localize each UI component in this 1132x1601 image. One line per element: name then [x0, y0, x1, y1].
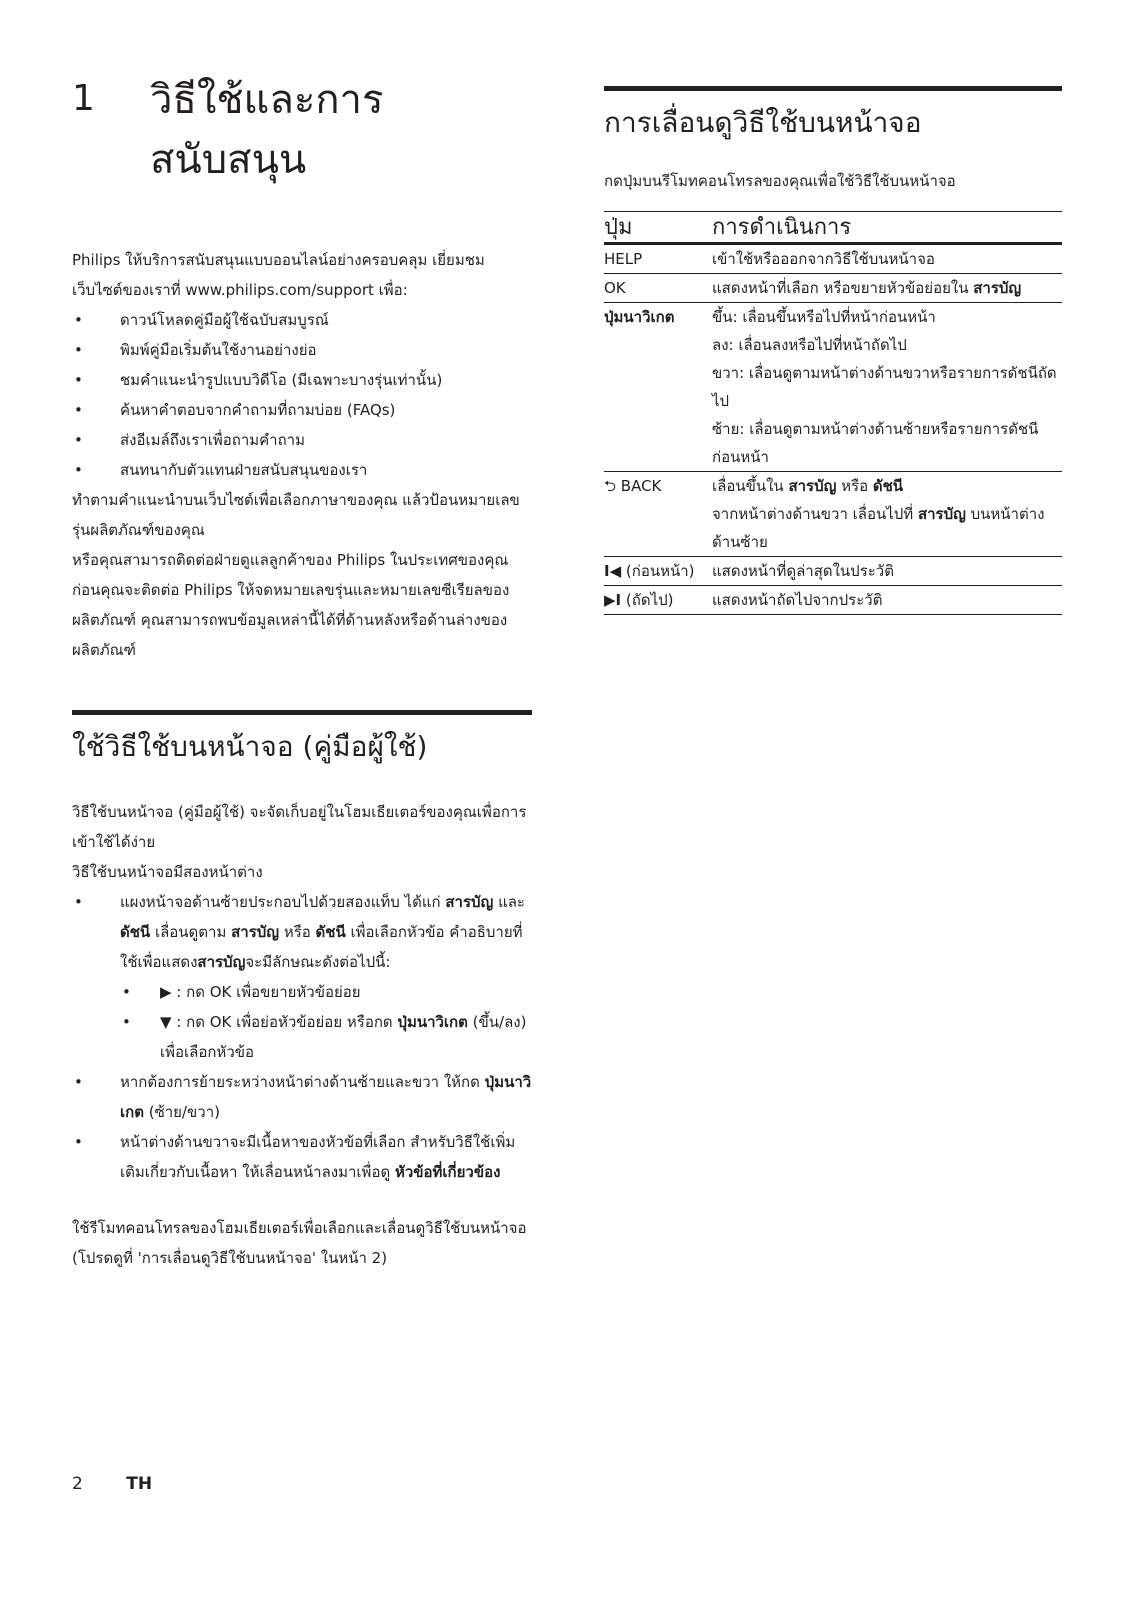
manual-list	[72, 887, 532, 1187]
list-item: • ส่งอีเมล์ถึงเราเพื่อถามคำถาม	[72, 425, 532, 455]
next-icon: ▶I	[604, 591, 622, 609]
list-item: • หน้าต่างด้านขวาจะมีเนื้อหาของหัวข้อที่เลือก สำหรับวิธีใช้เพิ่มเติมเกี่ยวกับเนื้อหา ให้เลื่อนหน้าลงมาเพื่อดู หัวข้อที่เกี่ยวข้อง	[72, 1127, 532, 1187]
section-title: ใช้วิธีใช้บนหน้าจอ (คู่มือผู้ใช้)	[72, 730, 428, 763]
table-row	[604, 244, 1062, 274]
column-header-action: การดำเนินการ	[712, 215, 852, 240]
intro-paragraph: Philips ให้บริการสนับสนุนแบบออนไลน์อย่างครอบคลุม เยี่ยมชมเว็บไซต์ของเราที่ www.philips.com/support เพื่อ:	[72, 251, 485, 299]
table-row	[604, 472, 1062, 557]
key-cell: OK	[604, 279, 626, 297]
column-header-button: ปุ่ม	[604, 215, 633, 240]
key-cell: ▶I (ถัดไป)	[604, 591, 674, 609]
section-description: กดปุ่มบนรีโมทคอนโทรลของคุณเพื่อใช้วิธีใช้บนหน้าจอ	[604, 172, 956, 190]
previous-icon: I◀	[604, 562, 622, 580]
action-cell: ขึ้น: เลื่อนขึ้นหรือไปที่หน้าก่อนหน้า ลง: เลื่อนลงหรือไปที่หน้าถัดไป ขวา: เลื่อนดูตามหน้าต่างด้านขวาหรือรายการดัชนีถัดไป ซ้าย: เลื่อนดูตามหน้าต่างด้านซ้ายหรือรายการดัชนีก่อนหน้า	[712, 308, 1057, 466]
list-item: • ชมคำแนะนำรูปแบบวิดีโอ (มีเฉพาะบางรุ่นเท่านั้น)	[72, 365, 532, 395]
action-cell: แสดงหน้าถัดไปจากประวัติ	[712, 591, 883, 609]
sub-list-item: • ▼ : กด OK เพื่อย่อหัวข้อย่อย หรือกด ปุ่มนาวิเกต (ขึ้น/ลง) เพื่อเลือกหัวข้อ	[120, 1007, 532, 1067]
key-cell: I◀ (ก่อนหน้า)	[604, 562, 695, 580]
body-paragraph: ใช้รีโมทคอนโทรลของโฮมเธียเตอร์เพื่อเลือกและเลื่อนดูวิธีใช้บนหน้าจอ (โปรดดูที่ 'การเลื่อนดูวิธีใช้บนหน้าจอ' ในหน้า 2)	[72, 1219, 527, 1267]
action-cell: เข้าใช้หรือออกจากวิธีใช้บนหน้าจอ	[712, 250, 935, 268]
section-divider	[72, 710, 532, 715]
body-paragraph: วิธีใช้บนหน้าจอมีสองหน้าต่าง	[72, 863, 263, 881]
sub-list	[120, 977, 532, 1067]
list-item: • สนทนากับตัวแทนฝ่ายสนับสนุนของเรา	[72, 455, 532, 485]
manual-section	[72, 710, 532, 1273]
chapter-number: 1	[72, 78, 95, 119]
list-item: • พิมพ์คู่มือเริ่มต้นใช้งานอย่างย่อ	[72, 335, 532, 365]
section-divider	[604, 86, 1062, 91]
table-row	[604, 274, 1062, 303]
body-paragraph: วิธีใช้บนหน้าจอ (คู่มือผู้ใช้) จะจัดเก็บอยู่ในโฮมเธียเตอร์ของคุณเพื่อการเข้าใช้ได้ง่าย	[72, 803, 527, 851]
action-cell: แสดงหน้าที่ดูล่าสุดในประวัติ	[712, 562, 894, 580]
support-list	[72, 305, 532, 485]
chapter-title-line1: วิธีใช้และการ	[150, 77, 384, 123]
intro-section	[72, 245, 532, 665]
key-cell: ปุ่มนาวิเกต	[604, 308, 675, 326]
table-row	[604, 586, 1062, 615]
intro-paragraph: ทำตามคำแนะนำบนเว็บไซต์เพื่อเลือกภาษาของคุณ แล้วป้อนหมายเลขรุ่นผลิตภัณฑ์ของคุณ	[72, 491, 520, 539]
page-number: 2	[72, 1474, 83, 1494]
intro-paragraph: หรือคุณสามารถติดต่อฝ่ายดูแลลูกค้าของ Philips ในประเทศของคุณ ก่อนคุณจะติดต่อ Philips ให้จดหมายเลขรุ่นและหมายเลขซีเรียลของผลิตภัณฑ์ คุณสามารถพบข้อมูลเหล่านี้ได้ที่ด้านหลังหรือด้านล่างของผลิตภัณฑ์	[72, 551, 510, 659]
key-cell: ⮌ BACK	[604, 477, 662, 495]
table-header-row	[604, 212, 1062, 244]
table-row	[604, 557, 1062, 586]
action-cell: แสดงหน้าที่เลือก หรือขยายหัวข้อย่อยใน สารบัญ	[712, 279, 1022, 297]
list-item: • ดาวน์โหลดคู่มือผู้ใช้ฉบับสมบูรณ์	[72, 305, 532, 335]
table-row	[604, 303, 1062, 472]
page-footer	[72, 1474, 152, 1494]
chapter-title-line2: สนับสนุน	[150, 137, 307, 183]
right-column	[604, 86, 1062, 615]
list-item: • แผงหน้าจอด้านซ้ายประกอบไปด้วยสองแท็บ ได้แก่ สารบัญ และ ดัชนี เลื่อนดูตาม สารบัญ หรือ ดัชนี เพื่อเลือกหัวข้อ คำอธิบายที่ใช้เพื่อแสดงสารบัญจะมีลักษณะดังต่อไปนี้: • ▶ : กด OK เพื่อขยายหัวข้อย่อย • ▼ : กด OK เพื่อย่อหัวข้อย่อย หรือกด ปุ่มนาวิเกต (ขึ้น/ลง) เพื่อเลือกหัวข้อ	[72, 887, 532, 1067]
remote-buttons-table	[604, 211, 1062, 615]
section-title: การเลื่อนดูวิธีใช้บนหน้าจอ	[604, 106, 922, 139]
key-cell: HELP	[604, 250, 643, 268]
list-item: • หากต้องการย้ายระหว่างหน้าต่างด้านซ้ายและขวา ให้กด ปุ่มนาวิเกต (ซ้าย/ขวา)	[72, 1067, 532, 1127]
language-code: TH	[126, 1474, 153, 1494]
sub-list-item: • ▶ : กด OK เพื่อขยายหัวข้อย่อย	[120, 977, 532, 1007]
chapter-title	[150, 70, 530, 190]
action-cell: เลื่อนขึ้นใน สารบัญ หรือ ดัชนี จากหน้าต่างด้านขวา เลื่อนไปที่ สารบัญ บนหน้าต่างด้านซ้าย	[712, 477, 1045, 551]
list-item: • ค้นหาคำตอบจากคำถามที่ถามบ่อย (FAQs)	[72, 395, 532, 425]
